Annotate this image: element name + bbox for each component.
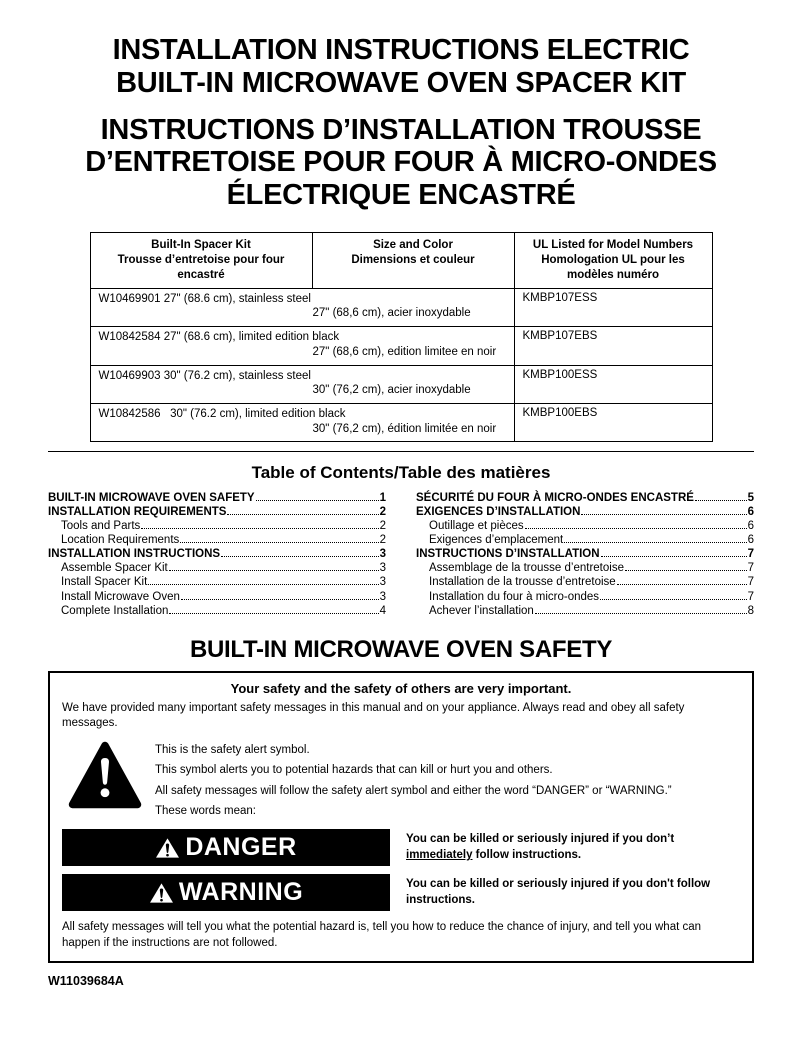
toc-dot-leader <box>600 599 747 600</box>
table-header-row <box>90 232 712 288</box>
toc-title: Table of Contents/Table des matières <box>251 463 551 483</box>
toc-entry <box>416 505 754 519</box>
alert-explanation <box>155 739 672 822</box>
toc-label: INSTALLATION REQUIREMENTS <box>48 506 227 519</box>
toc-entry <box>416 519 754 533</box>
model-number: KMBP100EBS <box>514 403 712 441</box>
toc-page: 6 <box>747 506 754 519</box>
toc-label: EXIGENCES D’INSTALLATION <box>416 506 581 519</box>
title-english-line2: BUILT-IN MICROWAVE OVEN SPACER KIT <box>116 66 686 99</box>
alert-line: This symbol alerts you to potential hazards that can kill or hurt you and others. <box>155 764 553 777</box>
toc-label: Tools and Parts <box>61 520 141 533</box>
table-row <box>90 288 712 326</box>
header-model-fr: Homologation UL pour les modèles numéro <box>541 253 685 281</box>
kit-part-en: W10469903 30" (76.2 cm), stainless steel <box>98 369 311 382</box>
toc-entry <box>416 590 754 604</box>
kit-part-en: W10842586 30" (76.2 cm), limited edition black <box>98 407 346 420</box>
safety-box <box>48 671 754 964</box>
header-model <box>514 232 712 288</box>
toc-entry <box>416 547 754 561</box>
title-french-line3: ÉLECTRIQUE ENCASTRÉ <box>226 179 576 212</box>
danger-row <box>62 829 740 866</box>
toc-page: 2 <box>379 506 386 519</box>
alert-line: All safety messages will follow the safety alert symbol and either the word “DANGER” or “WARNING.” <box>155 784 672 797</box>
toc-dot-leader <box>141 528 378 529</box>
toc-label: Complete Installation <box>61 604 169 617</box>
table-row <box>90 365 712 403</box>
toc-label: Location Requirements <box>61 534 180 547</box>
toc-dot-leader <box>256 500 379 501</box>
danger-text-immediately: immediately <box>406 848 473 861</box>
toc-dot-leader <box>601 556 747 557</box>
danger-text-before: You can be killed or seriously injured if you don’t <box>406 833 675 846</box>
warning-description: You can be killed or seriously injured if you don't follow instructions. <box>406 878 711 906</box>
toc-label: Installation du four à micro-ondes <box>429 590 600 603</box>
warning-triangle-icon <box>149 882 174 904</box>
toc-entry <box>416 604 754 618</box>
toc-dot-leader <box>564 542 746 543</box>
toc-label: Installation de la trousse d’entretoise <box>429 576 616 589</box>
toc-page: 7 <box>747 562 754 575</box>
divider-rule <box>48 451 754 452</box>
toc-entry <box>48 491 386 505</box>
header-kit-en: Built-In Spacer Kit <box>151 238 251 251</box>
toc-label: Assemblage de la trousse d’entretoise <box>429 562 624 575</box>
toc-column-french <box>416 491 754 617</box>
toc-dot-leader <box>535 613 747 614</box>
footer-rule <box>48 961 754 962</box>
table-of-contents <box>48 491 754 617</box>
toc-dot-leader <box>181 599 379 600</box>
toc-dot-leader <box>525 528 747 529</box>
kit-part-en: W10469901 27" (68.6 cm), stainless steel <box>98 292 311 305</box>
toc-page: 3 <box>379 590 386 603</box>
warning-banner <box>62 874 390 911</box>
toc-entry <box>48 575 386 589</box>
toc-page: 7 <box>747 590 754 603</box>
toc-dot-leader <box>695 500 747 501</box>
toc-dot-leader <box>227 514 378 515</box>
document-number: W11039684A <box>48 974 124 988</box>
toc-page: 2 <box>379 520 386 533</box>
toc-page: 2 <box>379 534 386 547</box>
toc-dot-leader <box>180 542 378 543</box>
toc-entry <box>416 533 754 547</box>
toc-entry <box>48 519 386 533</box>
danger-description <box>406 832 740 863</box>
danger-label: DANGER <box>185 833 297 862</box>
title-french-line1: INSTRUCTIONS D’INSTALLATION TROUSSE <box>100 113 702 146</box>
safety-intro: We have provided many important safety messages in this manual and on your appliance. Always read and obey all safety messages. <box>62 701 685 730</box>
cell-kit-size <box>90 403 514 441</box>
toc-label: SÉCURITÉ DU FOUR À MICRO-ONDES ENCASTRÉ <box>416 492 694 505</box>
safety-importance-title: Your safety and the safety of others are very important. <box>230 680 572 696</box>
cell-kit-size <box>90 365 514 403</box>
model-number: KMBP107EBS <box>514 327 712 365</box>
toc-entry <box>416 491 754 505</box>
toc-page: 1 <box>379 492 386 505</box>
toc-page: 5 <box>747 492 754 505</box>
alert-line: This is the safety alert symbol. <box>155 743 310 756</box>
model-number: KMBP107ESS <box>514 288 712 326</box>
toc-dot-leader <box>221 556 379 557</box>
toc-dot-leader <box>617 584 747 585</box>
toc-page: 6 <box>747 534 754 547</box>
title-french-line2: D’ENTRETOISE POUR FOUR À MICRO-ONDES <box>85 146 717 179</box>
toc-page: 7 <box>747 548 754 561</box>
toc-entry <box>48 547 386 561</box>
cell-kit-size <box>90 327 514 365</box>
toc-dot-leader <box>148 584 378 585</box>
spacer-kit-table <box>90 232 713 443</box>
toc-entry <box>416 561 754 575</box>
toc-dot-leader <box>169 570 379 571</box>
toc-entry <box>416 575 754 589</box>
kit-size-fr: 27" (68,6 cm), acier inoxydable <box>312 307 471 320</box>
toc-page: 4 <box>379 604 386 617</box>
table-row <box>90 327 712 365</box>
header-model-en: UL Listed for Model Numbers <box>532 238 694 251</box>
toc-label: Achever l’installation <box>429 604 534 617</box>
kit-size-fr: 27" (68,6 cm), edition limitee en noir <box>312 345 497 358</box>
safety-outro: All safety messages will tell you what the potential hazard is, tell you how to reduce the chance of injury, and tell you what can happen if the instructions are not followed. <box>62 921 702 949</box>
kit-size-fr: 30" (76,2 cm), édition limitée en noir <box>312 422 497 435</box>
title-english-line1: INSTALLATION INSTRUCTIONS ELECTRIC <box>112 34 690 66</box>
toc-entry <box>48 533 386 547</box>
alert-line: These words mean: <box>155 804 256 817</box>
toc-label: INSTRUCTIONS D’INSTALLATION <box>416 548 600 561</box>
toc-column-english <box>48 491 386 617</box>
header-kit <box>90 232 312 288</box>
kit-part-en: W10842584 27" (68.6 cm), limited edition black <box>98 331 340 344</box>
safety-section-title: BUILT-IN MICROWAVE OVEN SAFETY <box>189 635 613 663</box>
toc-dot-leader <box>625 570 747 571</box>
header-size-en: Size and Color <box>373 238 453 251</box>
title-french <box>48 114 754 212</box>
title-english <box>48 34 754 100</box>
warning-triangle-icon <box>155 837 180 859</box>
toc-label: Outillage et pièces <box>429 520 524 533</box>
warning-row <box>62 874 740 911</box>
toc-label: BUILT-IN MICROWAVE OVEN SAFETY <box>48 492 255 505</box>
toc-page: 3 <box>379 548 386 561</box>
toc-entry <box>48 590 386 604</box>
header-size <box>312 232 514 288</box>
danger-text-after: follow instructions. <box>472 848 582 861</box>
toc-page: 3 <box>379 576 386 589</box>
header-kit-fr: Trousse d’entretoise pour four encastré <box>117 253 285 281</box>
safety-alert-icon <box>68 741 142 809</box>
cell-kit-size <box>90 288 514 326</box>
toc-page: 6 <box>747 520 754 533</box>
toc-entry <box>48 505 386 519</box>
toc-page: 3 <box>379 562 386 575</box>
toc-entry <box>48 604 386 618</box>
warning-label: WARNING <box>178 878 304 907</box>
toc-dot-leader <box>169 613 378 614</box>
header-size-fr: Dimensions et couleur <box>351 253 475 266</box>
alert-symbol-row <box>62 739 740 822</box>
toc-label: Exigences d’emplacement <box>429 534 564 547</box>
toc-dot-leader <box>581 514 746 515</box>
toc-label: Assemble Spacer Kit <box>61 562 168 575</box>
toc-entry <box>48 561 386 575</box>
kit-size-fr: 30" (76,2 cm), acier inoxydable <box>312 384 471 397</box>
toc-label: INSTALLATION INSTRUCTIONS <box>48 548 221 561</box>
model-number: KMBP100ESS <box>514 365 712 403</box>
toc-page: 7 <box>747 576 754 589</box>
toc-label: Install Spacer Kit <box>61 576 148 589</box>
toc-label: Install Microwave Oven <box>61 590 180 603</box>
toc-page: 8 <box>747 604 754 617</box>
danger-banner <box>62 829 390 866</box>
table-row <box>90 403 712 441</box>
